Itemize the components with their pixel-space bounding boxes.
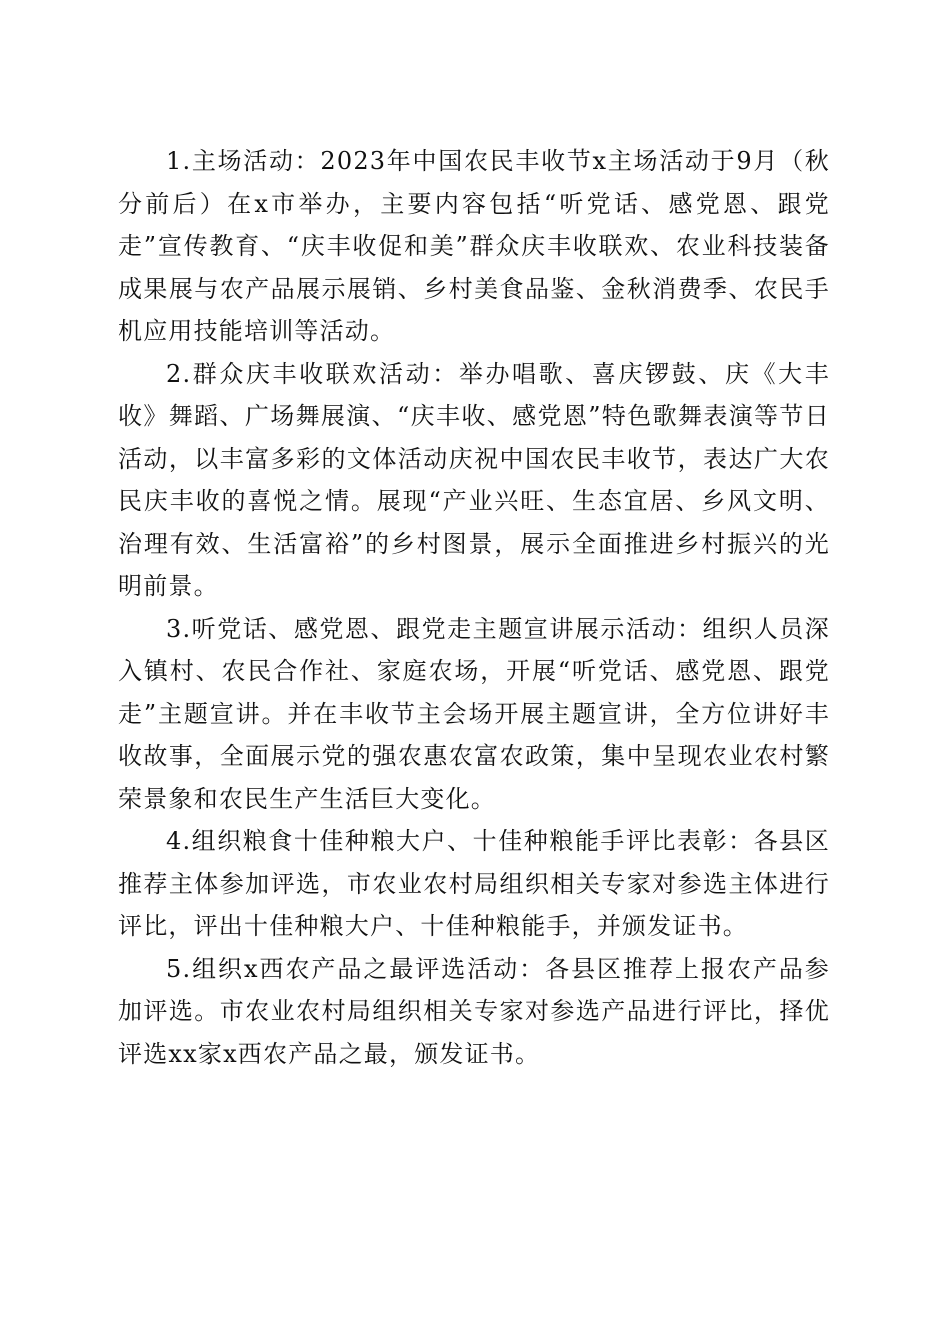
paragraph-3: 3.听党话、感党恩、跟党走主题宣讲展示活动：组织人员深入镇村、农民合作社、家庭农场，开展“听党话、感党恩、跟党走”主题宣讲。并在丰收节主会场开展主题宣讲，全方位讲好丰收故事，全面展示党的强农惠农富农政策，集中呈现农业农村繁荣景象和农民生产生活巨大变化。: [118, 614, 830, 813]
paragraph-1: 1.主场活动：2023年中国农民丰收节x主场活动于9月（秋分前后）在x市举办，主要内容包括“听党话、感党恩、跟党走”宣传教育、“庆丰收促和美”群众庆丰收联欢、农业科技装备成果展与农产品展示展销、乡村美食品鉴、金秋消费季、农民手机应用技能培训等活动。: [118, 147, 830, 345]
paragraph-5: 5.组织x西农产品之最评选活动：各县区推荐上报农产品参加评选。市农业农村局组织相关专家对参选产品进行评比，择优评选xx家x西农产品之最，颁发证书。: [118, 954, 830, 1068]
document-body: [118, 140, 830, 1075]
paragraph-4: 4.组织粮食十佳种粮大户、十佳种粮能手评比表彰：各县区推荐主体参加评选，市农业农村局组织相关专家对参选主体进行评比，评出十佳种粮大户、十佳种粮能手，并颁发证书。: [118, 827, 830, 940]
paragraph-2: 2.群众庆丰收联欢活动：举办唱歌、喜庆锣鼓、庆《大丰收》舞蹈、广场舞展演、“庆丰收、感党恩”特色歌舞表演等节日活动，以丰富多彩的文体活动庆祝中国农民丰收节，表达广大农民庆丰收的喜悦之情。展现“产业兴旺、生态宜居、乡风文明、治理有效、生活富裕”的乡村图景，展示全面推进乡村振兴的光明前景。: [118, 359, 830, 600]
